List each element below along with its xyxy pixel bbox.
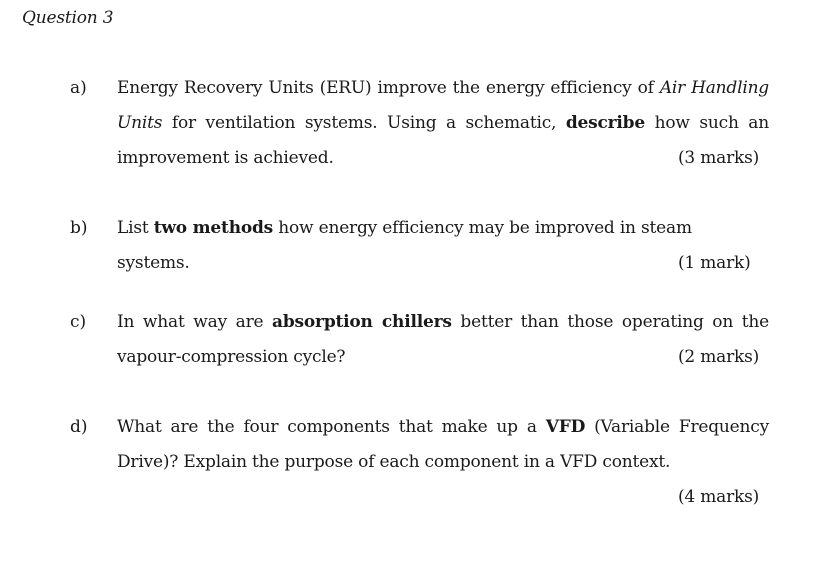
question-a-line-3 xyxy=(117,141,769,176)
question-b-text-1: List xyxy=(117,218,154,238)
question-c-bold: absorption chillers xyxy=(272,312,452,332)
question-b-text xyxy=(117,211,769,281)
question-c-text-1-end: better than those operating on the xyxy=(451,312,769,332)
question-c-marks: (2 marks) xyxy=(678,347,760,367)
question-a-text-3: improvement is achieved. xyxy=(117,148,334,168)
question-c-label: c) xyxy=(70,312,87,332)
question-a-italic-1: Air Handling xyxy=(659,78,769,98)
question-d-text-2: Drive)? Explain the purpose of each component in a VFD context. xyxy=(117,452,671,472)
question-d-text-1-end: (Variable Frequency xyxy=(585,417,769,437)
question-heading: Question 3 xyxy=(22,8,114,28)
question-d-line-1 xyxy=(117,410,769,445)
question-d-bold: VFD xyxy=(545,417,586,437)
question-b-bold: two methods xyxy=(153,218,274,238)
question-a-text-2-end: how such an xyxy=(645,113,769,133)
question-b-label: b) xyxy=(70,218,88,238)
question-a-bold: describe xyxy=(565,113,645,133)
question-b-line-1 xyxy=(117,211,769,281)
question-d-text xyxy=(117,410,769,480)
question-c-text-1: In what way are xyxy=(117,312,273,332)
question-c-line-2 xyxy=(117,340,769,375)
question-a-text-1: Energy Recovery Units (ERU) improve the energy efficiency of xyxy=(117,78,660,98)
question-d-label: d) xyxy=(70,417,88,437)
question-d-marks: (4 marks) xyxy=(678,487,760,507)
question-c-text-2: vapour-compression cycle? xyxy=(117,347,346,367)
question-a-marks: (3 marks) xyxy=(678,148,760,168)
question-a-text-2: for ventilation systems. Using a schematic, xyxy=(162,113,566,133)
question-b-text-1-end: how energy efficiency may be improved in steam systems. xyxy=(117,218,692,273)
question-a-text xyxy=(117,71,769,176)
question-c-line-1 xyxy=(117,305,769,340)
question-d-text-1: What are the four components that make up a xyxy=(117,417,546,437)
question-a-line-1 xyxy=(117,71,769,106)
question-a-italic-2: Units xyxy=(117,113,163,133)
question-a-line-2 xyxy=(117,106,769,141)
question-d-line-2 xyxy=(117,445,769,480)
question-a-label: a) xyxy=(70,78,87,98)
question-b-marks: (1 mark) xyxy=(678,253,751,273)
question-c-text xyxy=(117,305,769,375)
